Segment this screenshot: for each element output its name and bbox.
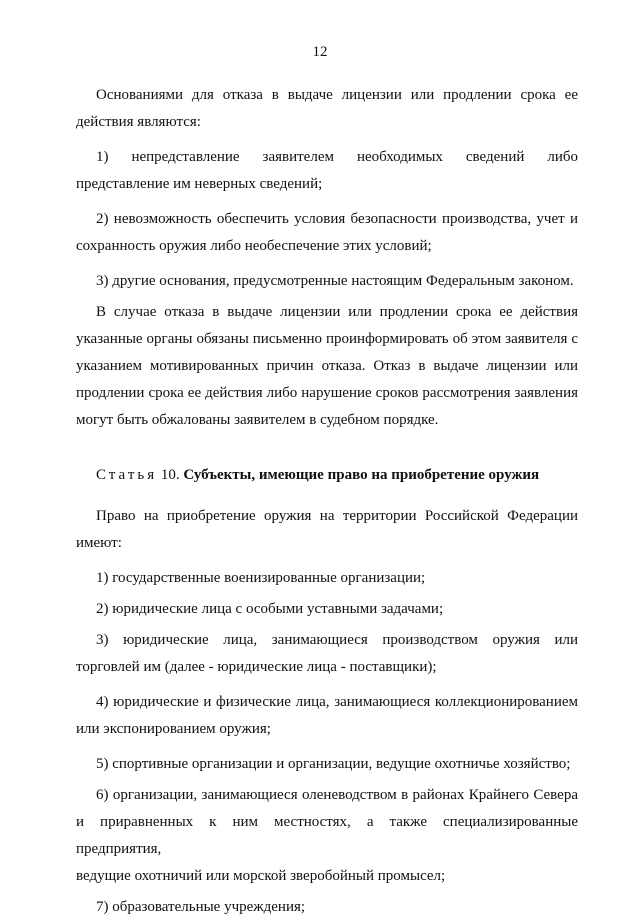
paragraph-right-to-acquire [76, 503, 578, 557]
text-line: 1) непредставление заявителем необходимых сведений либо [96, 149, 578, 165]
text-line: ведущие охотничий или морской зверобойный промысел; [76, 868, 446, 884]
text-line: 7) образовательные учреждения; [96, 899, 306, 915]
text-line: Основаниями для отказа в выдаче лицензии или продлении срока ее [96, 87, 578, 103]
list-item-2 [96, 596, 578, 623]
document-body [76, 82, 578, 921]
list-item-2 [76, 206, 578, 260]
list-item-6 [76, 782, 578, 890]
text-line: указанные органы обязаны письменно проинформировать об этом заявителя с [76, 331, 578, 347]
text-line: могут быть обжалованы заявителем в судебном порядке. [76, 412, 439, 428]
article-title: Субъекты, имеющие право на приобретение оружия [183, 467, 540, 483]
text-line: 3) юридические лица, занимающиеся производством оружия или [96, 632, 578, 648]
text-line: указанием мотивированных причин отказа. Отказ в выдаче лицензии или [76, 358, 578, 374]
article-number: 10. [160, 467, 180, 483]
text-line: 6) организации, занимающиеся оленеводством в районах Крайнего Севера [96, 787, 578, 803]
list-item-3 [76, 627, 578, 681]
page-number: 12 [312, 44, 328, 60]
text-line: продлении срока ее действия либо нарушение сроков рассмотрения заявления [76, 385, 578, 401]
text-line: В случае отказа в выдаче лицензии или продлении срока ее действия [96, 304, 578, 320]
text-line: 5) спортивные организации и организации, ведущие охотничье хозяйство; [96, 756, 571, 772]
text-line: Право на приобретение оружия на территории Российской Федерации [96, 508, 578, 524]
text-line: имеют: [76, 535, 122, 551]
text-line: торговлей им (далее - юридические лица - поставщики); [76, 659, 437, 675]
text-line: 2) невозможность обеспечить условия безопасности производства, учет и [96, 211, 578, 227]
text-line: или экспонированием оружия; [76, 721, 271, 737]
paragraph-refusal-grounds [76, 82, 578, 136]
list-item-3 [96, 268, 578, 295]
list-item-1 [76, 144, 578, 198]
text-line: 4) юридические и физические лица, занимающиеся коллекционированием [96, 694, 578, 710]
text-line: действия являются: [76, 114, 201, 130]
article-prefix: Статья [96, 467, 158, 483]
text-line: 2) юридические лица с особыми уставными задачами; [96, 601, 444, 617]
text-line: представление им неверных сведений; [76, 176, 323, 192]
text-line: 3) другие основания, предусмотренные настоящим Федеральным законом. [96, 273, 574, 289]
text-line: сохранность оружия либо необеспечение этих условий; [76, 238, 432, 254]
text-line: 1) государственные военизированные организации; [96, 570, 426, 586]
text-line: и приравненных к ним местностях, а также специализированные предприятия, [76, 814, 578, 857]
list-item-1 [96, 565, 578, 592]
list-item-5 [96, 751, 578, 778]
paragraph-refusal-notice [76, 299, 578, 434]
article-heading [96, 462, 578, 489]
list-item-4 [76, 689, 578, 743]
list-item-7 [96, 894, 578, 921]
